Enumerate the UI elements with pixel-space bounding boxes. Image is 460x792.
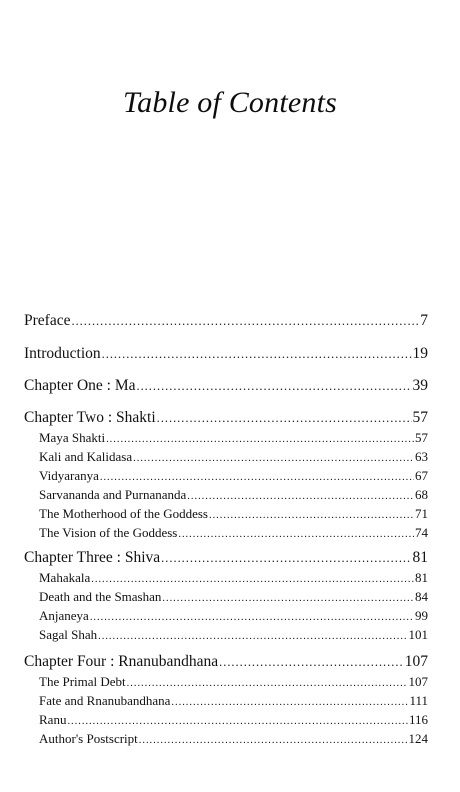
- toc-entry-page: 68: [415, 487, 428, 502]
- toc-entry-page: 71: [415, 506, 428, 521]
- toc-entry-page: 74: [415, 525, 428, 540]
- toc-entry-page: 101: [408, 627, 428, 642]
- toc-entry-label: Preface: [24, 312, 71, 329]
- toc-entry-chapter-two: [24, 409, 428, 427]
- page-title: Table of Contents: [123, 86, 337, 119]
- toc-entry-sarvananda-and-purnananda: [24, 487, 428, 503]
- toc-entry-page: 124: [408, 731, 428, 746]
- toc-entry-vidyaranya: [24, 468, 428, 484]
- toc-entry-label: Chapter Three : Shiva: [24, 549, 161, 566]
- toc-entry-death-and-the-smashan: [24, 589, 428, 605]
- toc-entry-label: Author's Postscript: [39, 731, 138, 746]
- toc-entry-motherhood-of-the-goddess: [24, 506, 428, 522]
- dot-leader: [162, 594, 414, 604]
- toc-entry-label: The Vision of the Goddess: [39, 525, 178, 540]
- dot-leader: [67, 717, 408, 727]
- toc-entry-page: 84: [415, 589, 428, 604]
- dot-leader: [127, 679, 408, 689]
- dot-leader: [106, 435, 414, 445]
- dot-leader: [91, 575, 414, 585]
- toc-entry-label: The Motherhood of the Goddess: [39, 506, 208, 521]
- dot-leader: [98, 632, 407, 642]
- toc-entry-sagal-shah: [24, 627, 428, 643]
- toc-entry-label: Kali and Kalidasa: [39, 449, 133, 464]
- toc-entry-page: 63: [415, 449, 428, 464]
- toc-entry-primal-debt: [24, 674, 428, 690]
- toc-entry-page: 107: [408, 674, 428, 689]
- dot-leader: [219, 656, 404, 668]
- toc-entry-page: 57: [412, 409, 428, 426]
- toc-entry-maya-shakti: [24, 430, 428, 446]
- toc-entry-page: 19: [412, 345, 428, 362]
- dot-leader: [133, 454, 414, 464]
- toc-entry-introduction: [24, 345, 428, 363]
- toc-entry-page: 7: [420, 312, 428, 329]
- toc-entry-label: Sagal Shah: [39, 627, 98, 642]
- toc-entry-label: Anjaneya: [39, 608, 89, 623]
- toc-entry-mahakala: [24, 570, 428, 586]
- dot-leader: [90, 613, 414, 623]
- toc-entry-authors-postscript: [24, 731, 428, 747]
- toc-entry-label: The Primal Debt: [39, 674, 126, 689]
- toc-entry-label: Maya Shakti: [39, 430, 106, 445]
- toc-entry-chapter-three: [24, 549, 428, 567]
- toc-entry-fate-and-rnanubandhana: [24, 693, 428, 709]
- dot-leader: [178, 530, 414, 540]
- toc-entry-page: 81: [415, 570, 428, 585]
- toc-entry-page: 111: [409, 693, 428, 708]
- dot-leader: [136, 380, 411, 392]
- toc-entry-page: 107: [404, 653, 428, 670]
- toc-entry-chapter-four: [24, 653, 428, 671]
- toc-entry-label: Sarvananda and Purnananda: [39, 487, 187, 502]
- toc-entry-label: Vidyaranya: [39, 468, 99, 483]
- toc-entry-page: 116: [408, 712, 428, 727]
- toc-entry-preface: [24, 312, 428, 330]
- toc-entry-label: Death and the Smashan: [39, 589, 162, 604]
- toc-entry-label: Chapter Two : Shakti: [24, 409, 156, 426]
- toc-entry-ranu: [24, 712, 428, 728]
- toc-entry-kali-and-kalidasa: [24, 449, 428, 465]
- dot-leader: [102, 348, 412, 360]
- toc-entry-label: Mahakala: [39, 570, 91, 585]
- toc-entry-page: 99: [415, 608, 428, 623]
- toc-entry-vision-of-the-goddess: [24, 525, 428, 541]
- dot-leader: [161, 552, 411, 564]
- toc-entry-label: Introduction: [24, 345, 101, 362]
- toc-entry-label: Chapter Four : Rnanubandhana: [24, 653, 219, 670]
- toc-entry-label: Ranu: [39, 712, 67, 727]
- dot-leader: [209, 511, 414, 521]
- toc-entry-page: 57: [415, 430, 428, 445]
- toc-entry-page: 81: [412, 549, 428, 566]
- toc-entry-label: Fate and Rnanubandhana: [39, 693, 171, 708]
- toc-entry-anjaneya: [24, 608, 428, 624]
- toc-entry-page: 67: [415, 468, 428, 483]
- dot-leader: [100, 473, 414, 483]
- dot-leader: [139, 736, 408, 746]
- toc-entry-page: 39: [412, 377, 428, 394]
- dot-leader: [157, 412, 412, 424]
- toc-entry-label: Chapter One : Ma: [24, 377, 136, 394]
- dot-leader: [171, 698, 408, 708]
- toc-entry-chapter-one: [24, 377, 428, 395]
- dot-leader: [187, 492, 414, 502]
- dot-leader: [71, 315, 419, 327]
